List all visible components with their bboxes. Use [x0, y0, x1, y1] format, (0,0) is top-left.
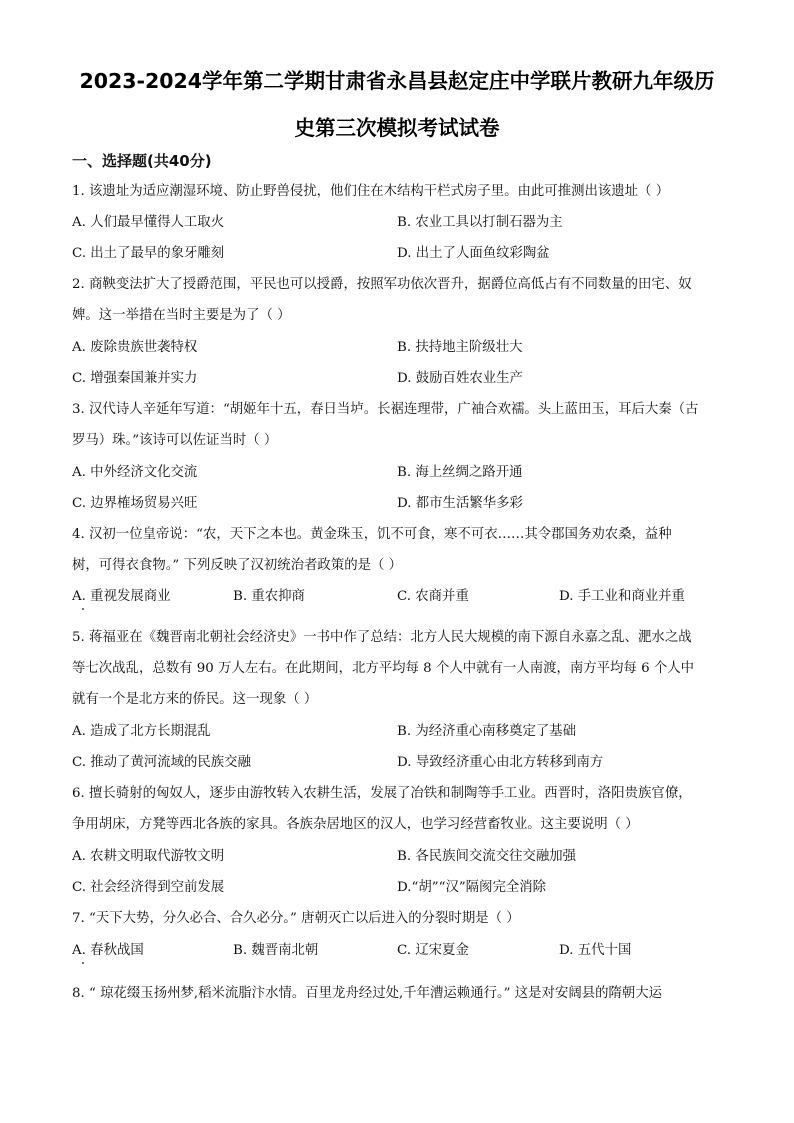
question-5-stem-line-3: 就有一个是北方来的侨民。这一现象（ ）: [72, 692, 318, 707]
question-1-option-c: C. 出土了最早的象牙雕刻: [72, 246, 225, 261]
exam-title-line-2: 史第三次模拟考试试卷: [294, 116, 500, 140]
question-3-option-b: B. 海上丝绸之路开通: [397, 465, 523, 480]
question-5-stem-line-2: 等七次战乱，总数有 90 万人左右。在此期间，北方平均每 8 个人中就有一人南渡，南方平均每 6 个人中: [72, 661, 695, 676]
question-7-stem: 7. “天下大势，分久必合、合久必分。” 唐朝灭亡以后进入的分裂时期是（ ）: [72, 911, 520, 926]
stray-mark: [82, 608, 84, 610]
question-7-option-a: A. 春秋战国: [72, 943, 144, 958]
question-6-option-d: D.“胡”“汉”隔阂完全消除: [397, 880, 547, 895]
question-6-option-a: A. 农耕文明取代游牧文明: [72, 849, 225, 864]
question-3-option-a: A. 中外经济文化交流: [72, 465, 198, 480]
question-8-stem: 8. “ 琼花缀玉扬州梦,稻米流脂汴水情。百里龙舟经过处,千年漕运赖通行。” 这是对安阔县的隋朝大运: [72, 986, 663, 1001]
question-2-option-a: A. 废除贵族世袭特权: [72, 340, 198, 355]
question-5-option-c: C. 推动了黄河流域的民族交融: [72, 755, 251, 770]
question-6-option-b: B. 各民族间交流交往交融加强: [397, 849, 577, 864]
stray-mark: [82, 962, 84, 964]
question-6-stem-line-2: 争用胡床，方凳等西北各族的家具。各族杂居地区的汉人，也学习经营畜牧业。这主要说明（ ）: [72, 817, 639, 832]
question-5-option-a: A. 造成了北方长期混乱: [72, 724, 211, 739]
question-6-option-c: C. 社会经济得到空前发展: [72, 880, 225, 895]
question-5-option-b: B. 为经济重心南移奠定了基础: [397, 724, 577, 739]
question-3-stem-line-1: 3. 汉代诗人辛延年写道：“胡姬年十五，春日当垆。长裾连理带，广袖合欢襦。头上蓝田玉，耳后大秦（古: [72, 402, 699, 417]
question-4-stem-line-1: 4. 汉初一位皇帝说：“农，天下之本也。黄金珠玉，饥不可食，寒不可衣……其令郡国务劝农桑，益种: [72, 527, 672, 542]
question-7-option-b: B. 魏晋南北朝: [233, 943, 319, 958]
question-3-stem-line-2: 罗马）珠。”该诗可以佐证当时（ ）: [72, 433, 278, 448]
question-4-option-b: B. 重农抑商: [233, 589, 305, 604]
question-4-stem-line-2: 树，可得衣食物。” 下列反映了汉初统治者政策的是（ ）: [72, 558, 403, 573]
exam-title-line-1: 2023-2024学年第二学期甘肃省永昌县赵定庄中学联片教研九年级历: [79, 69, 715, 93]
question-5-option-d: D. 导致经济重心由北方转移到南方: [397, 755, 604, 770]
section-heading: 一、选择题(共40分): [72, 152, 212, 170]
question-2-stem-line-2: 婢。这一举措在当时主要是为了（ ）: [72, 308, 291, 323]
question-6-stem-line-1: 6. 擅长骑射的匈奴人，逐步由游牧转入农耕生活，发展了冶铁和制陶等手工业。西晋时，洛阳贵族官僚，: [72, 786, 692, 801]
question-1-option-d: D. 出土了人面鱼纹彩陶盆: [397, 246, 550, 261]
question-4-option-a: A. 重视发展商业: [72, 589, 171, 604]
question-1-stem: 1. 该遗址为适应潮湿环境、防止野兽侵扰，他们住在木结构干栏式房子里。由此可推测出该遗址（ ）: [72, 184, 670, 199]
question-3-option-c: C. 边界榷场贸易兴旺: [72, 496, 198, 511]
question-4-option-c: C. 农商并重: [397, 589, 469, 604]
question-4-option-d: D. 手工业和商业并重: [559, 589, 685, 604]
question-2-stem-line-1: 2. 商鞅变法扩大了授爵范围，平民也可以授爵，按照军功依次晋升，据爵位高低占有不同数量的田宅、奴: [72, 277, 692, 292]
question-3-option-d: D. 都市生活繁华多彩: [397, 496, 523, 511]
question-5-stem-line-1: 5. 蒋福亚在《魏晋南北朝社会经济史》一书中作了总结：北方人民大规模的南下源自永嘉之乱、淝水之战: [72, 630, 692, 645]
question-2-option-b: B. 扶持地主阶级壮大: [397, 340, 523, 355]
question-7-option-c: C. 辽宋夏金: [397, 943, 469, 958]
question-1-option-b: B. 农业工具以打制石器为主: [397, 215, 563, 230]
question-2-option-d: D. 鼓励百姓农业生产: [397, 371, 523, 386]
question-7-option-d: D. 五代十国: [559, 943, 632, 958]
question-2-option-c: C. 增强秦国兼并实力: [72, 371, 198, 386]
question-1-option-a: A. 人们最早懂得人工取火: [72, 215, 225, 230]
